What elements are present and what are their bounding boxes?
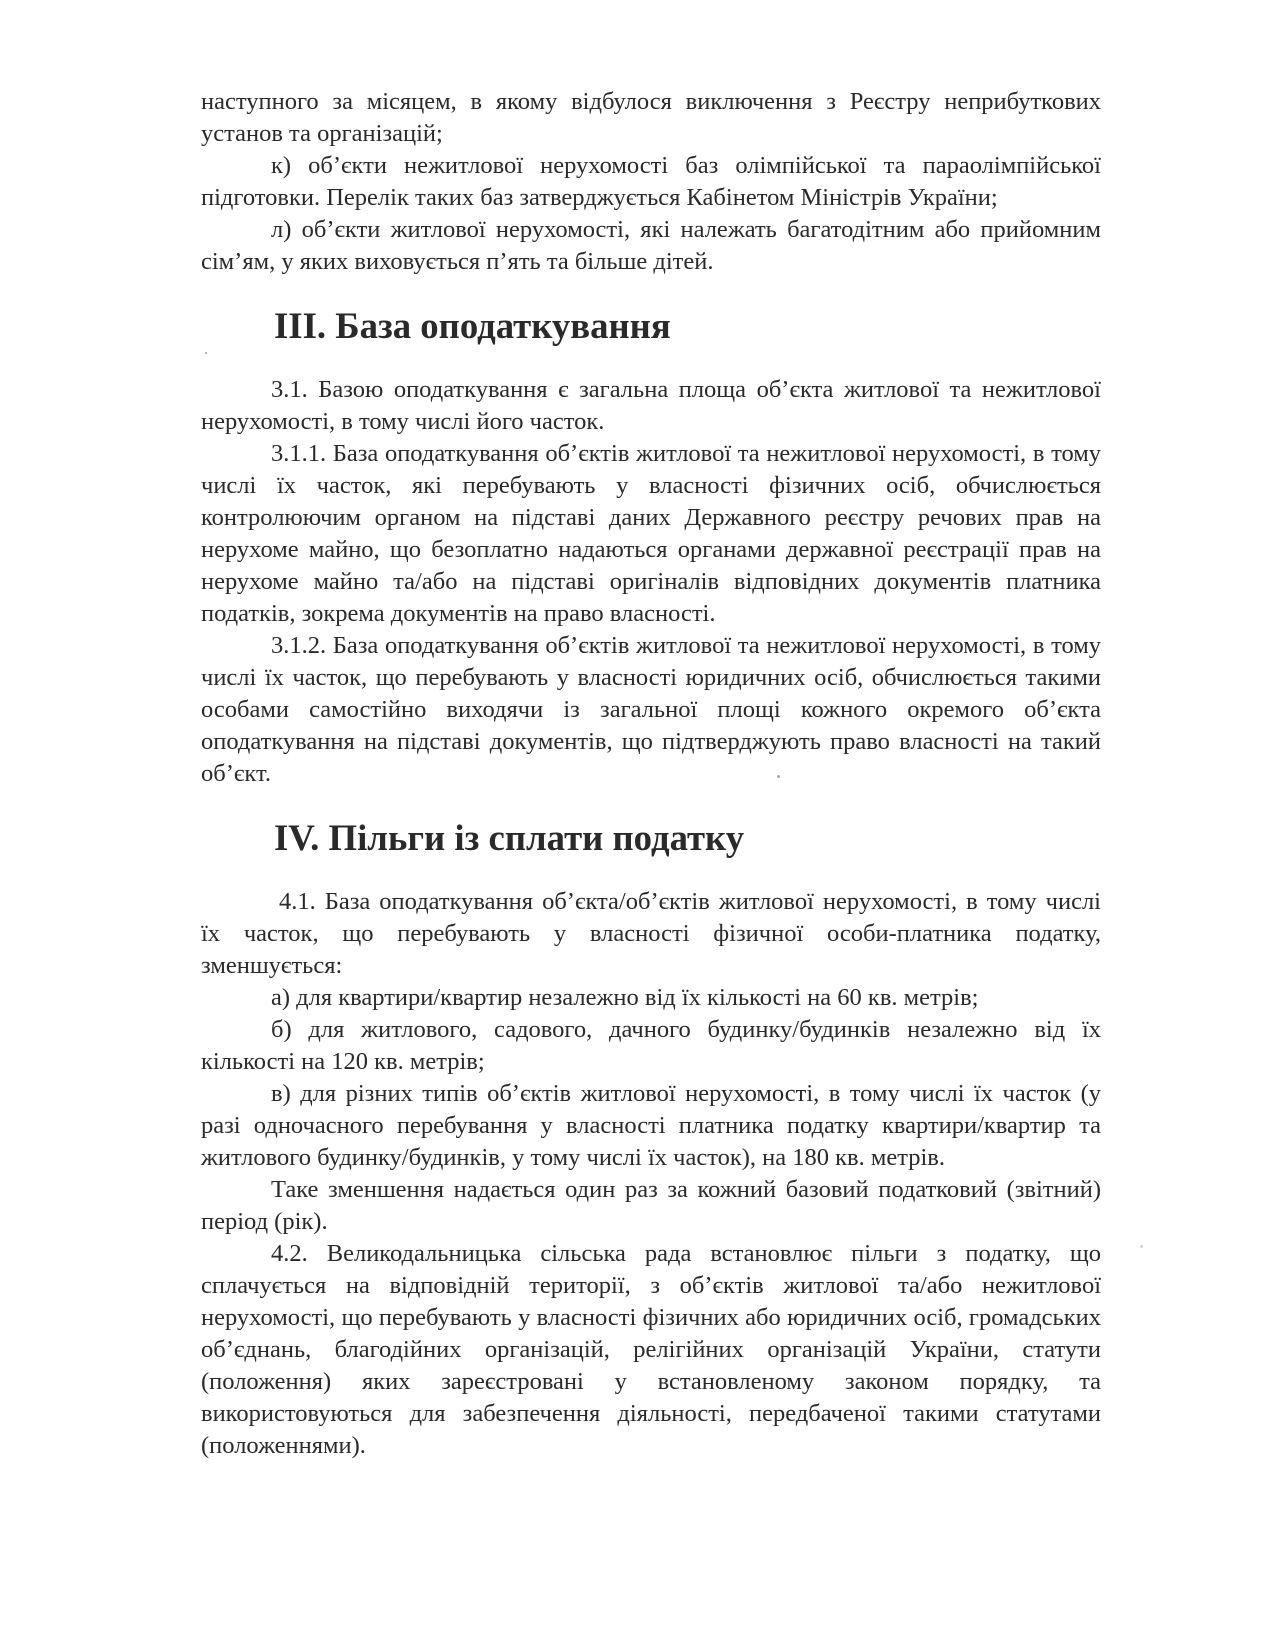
clause-3-1-2: 3.1.2. База оподаткування об’єктів житлової та нежитлової нерухомості, в тому числі їх часток, що перебувають у власності юридичних осіб, обчислюється такими особами самостійно виходячи із загальної площі кожного окремого об’єкта оподаткування на підставі документів, що підтверджують право власності на такий об’єкт. xyxy=(201,632,1101,787)
spacer xyxy=(201,854,1101,886)
clause-3-1-1: 3.1.1. База оподаткування об’єктів житлової та нежитлової нерухомості, в тому числі їх часток, які перебувають у власності фізичних осіб, обчислюється контролюючим органом на підставі даних Державного реєстру речових прав на нерухоме майно, що безоплатно надаються органами державної реєстрації прав на нерухоме майно та/або на підставі оригіналів відповідних документів платника податків, зокрема документів на право власності. xyxy=(201,440,1101,627)
reduction-note: Таке зменшення надається один раз за кожний базовий податковий (звітний) період (рік). xyxy=(201,1176,1101,1235)
scan-speck xyxy=(777,775,780,778)
clause-4-1-v: в) для різних типів об’єктів житлової нерухомості, в тому числі їх часток (у разі одночасного перебування у власності платника податку квартири/квартир та житлового будинку/будинків, у тому числі їх часток), на 180 кв. метрів. xyxy=(201,1080,1101,1171)
scan-speck xyxy=(1140,1245,1143,1248)
paragraph-j-continuation: наступного за місяцем, в якому відбулося виключення з Реєстру неприбуткових установ та організацій; xyxy=(201,88,1101,147)
section-heading-4: IV. Пільги із сплати податку xyxy=(274,817,745,858)
document-page xyxy=(201,86,1101,1462)
clause-4-2: 4.2. Великодальницька сільська рада встановлює пільги з податку, що сплачується на відповідній території, з об’єктів житлової та/або нежитлової нерухомості, що перебувають у власності фізичних або юридичних осіб, громадських об’єднань, благодійних організацій, релігійних організацій України, статути (положення) яких зареєстровані у встановленому законом порядку, та використовуються для забезпечення діяльності, передбаченої такими статутами (положеннями). xyxy=(201,1240,1101,1459)
section-heading-3: ІІІ. База оподаткування xyxy=(274,305,671,346)
scan-speck xyxy=(205,352,207,354)
clause-4-1-a: а) для квартири/квартир незалежно від їх кількості на 60 кв. метрів; xyxy=(271,984,979,1011)
spacer xyxy=(201,342,1101,374)
paragraph-l: л) об’єкти житлової нерухомості, які належать багатодітним або прийомним сім’ям, у яких виховується п’ять та більше дітей. xyxy=(201,216,1101,275)
clause-4-1-b: б) для житлового, садового, дачного будинку/будинків незалежно від їх кількості на 120 кв. метрів; xyxy=(201,1016,1101,1075)
clause-3-1: 3.1. Базою оподаткування є загальна площа об’єкта житлової та нежитлової нерухомості, в тому числі його часток. xyxy=(201,376,1101,435)
clause-4-1: 4.1. База оподаткування об’єкта/об’єктів житлової нерухомості, в тому числі їх часток, що перебувають у власності фізичної особи-платника податку, зменшується: xyxy=(201,888,1101,979)
paragraph-k: к) об’єкти нежитлової нерухомості баз олімпійської та параолімпійської підготовки. Перелік таких баз затверджується Кабінетом Міністрів України; xyxy=(201,152,1101,211)
